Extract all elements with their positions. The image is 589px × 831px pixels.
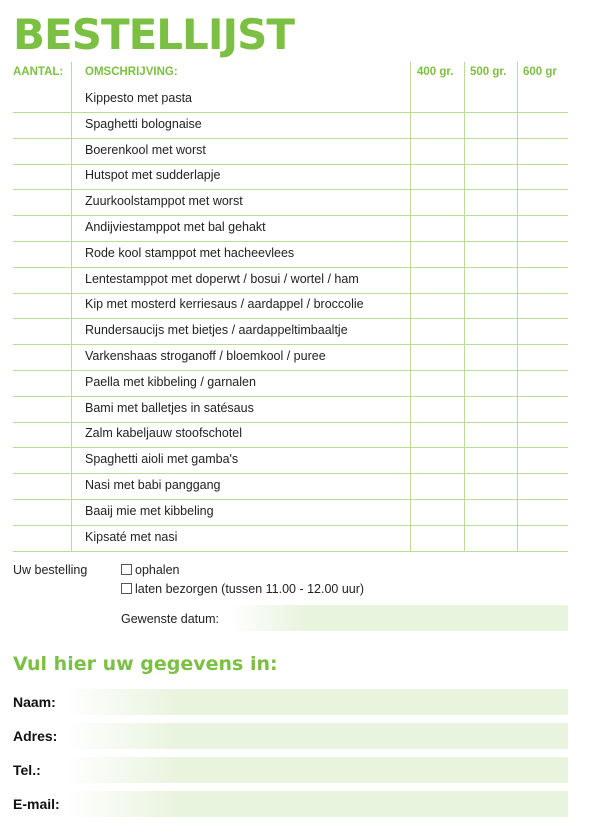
dish-name: Baaij mie met kibbeling — [85, 503, 214, 518]
field-label-adres: Adres: — [13, 728, 58, 744]
email-field[interactable] — [66, 791, 568, 817]
table-row — [13, 344, 568, 371]
dish-name: Boerenkool met worst — [85, 142, 206, 157]
header-400gr: 400 gr. — [417, 66, 454, 78]
option-ophalen-label: ophalen — [135, 563, 180, 577]
option-bezorgen-label: laten bezorgen (tussen 11.00 - 12.00 uur) — [135, 582, 365, 596]
dish-name: Rode kool stamppot met hacheevlees — [85, 245, 295, 260]
field-label-naam: Naam: — [13, 694, 56, 710]
table-row — [13, 215, 568, 242]
dish-name: Andijviestamppot met bal gehakt — [85, 220, 266, 234]
dish-name: Kippesto met pasta — [85, 91, 193, 105]
date-label: Gewenste datum: — [121, 612, 219, 626]
table-row — [13, 138, 568, 165]
naam-field[interactable] — [66, 689, 568, 715]
table-row — [13, 189, 568, 216]
dish-name: Paella met kibbeling / garnalen — [85, 374, 256, 389]
checkbox[interactable] — [121, 583, 132, 594]
header-omschrijving: OMSCHRIJVING: — [85, 66, 178, 78]
dish-name: Hutspot met sudderlapje — [85, 168, 221, 183]
date-field[interactable] — [230, 605, 568, 631]
dish-name: Zalm kabeljauw stoofschotel — [85, 426, 243, 441]
table-row — [13, 421, 568, 448]
table-row — [13, 267, 568, 294]
checkbox[interactable] — [121, 564, 132, 575]
dish-name: Spaghetti aioli met gamba's — [85, 452, 239, 467]
dish-name: Zuurkoolstamppot met worst — [85, 194, 243, 209]
table-row — [13, 447, 568, 474]
table-row — [13, 318, 568, 345]
table-row — [13, 112, 568, 139]
field-label-tel: Tel.: — [13, 762, 41, 778]
dish-name: Varkenshaas stroganoff / bloemkool / puree — [85, 349, 326, 363]
order-label: Uw bestelling — [13, 563, 88, 577]
dish-name: Bami met balletjes in satésaus — [85, 400, 254, 415]
table-row — [13, 473, 568, 500]
table-row — [13, 370, 568, 397]
table-row — [13, 396, 568, 423]
table-row — [13, 499, 568, 526]
table-row — [13, 292, 568, 319]
table-row — [13, 86, 568, 113]
option-bezorgen[interactable] — [121, 582, 364, 596]
dish-name: Lentestamppot met doperwt / bosui / wortel / ham — [85, 271, 359, 286]
header-500gr: 500 gr. — [470, 66, 507, 78]
table-row — [13, 163, 568, 190]
dish-name: Kip met mosterd kerriesaus / aardappel / broccolie — [85, 297, 364, 312]
dish-name: Kipsaté met nasi — [85, 529, 178, 544]
field-label-email: E-mail: — [13, 796, 60, 812]
page-title: BESTELLIJST — [13, 10, 294, 59]
table-row — [13, 525, 568, 552]
dish-name: Nasi met babi panggang — [85, 478, 221, 492]
table-row — [13, 241, 568, 268]
dish-name: Spaghetti bolognaise — [85, 116, 202, 131]
dish-name: Rundersaucijs met bietjes / aardappeltimbaaltje — [85, 323, 348, 338]
header-aantal: AANTAL: — [13, 66, 64, 78]
adres-field[interactable] — [66, 723, 568, 749]
details-heading: Vul hier uw gegevens in: — [13, 653, 278, 675]
option-ophalen[interactable] — [121, 563, 180, 577]
header-600gr: 600 gr — [523, 66, 557, 78]
tel-field[interactable] — [66, 757, 568, 783]
